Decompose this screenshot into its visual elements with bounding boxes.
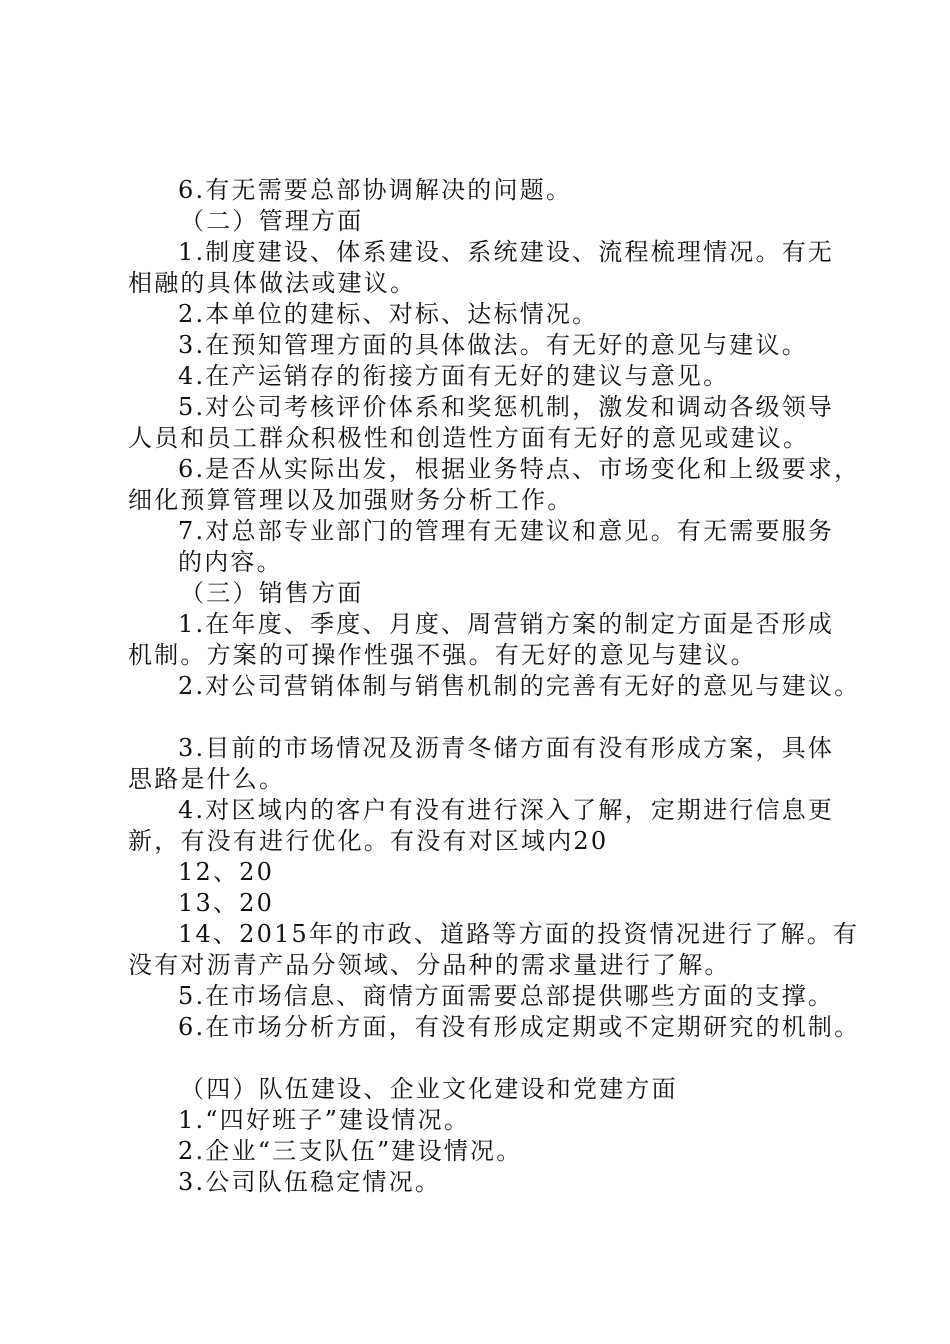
team-item-2: 2.企业“三支队伍”建设情况。 xyxy=(178,1137,523,1165)
sales-item-4-line-1: 4.对区域内的客户有没有进行深入了解，定期进行信息更 xyxy=(178,796,835,824)
sales-item-2-line-1: 2.对公司营销体制与销售机制的完善有无好的意见与建议。 xyxy=(178,672,861,700)
sales-item-4-line-3: 12、20 xyxy=(178,858,275,886)
sales-item-4-line-2: 新，有没有进行优化。有没有对区域内20 xyxy=(128,827,609,855)
item-3-line-1: 3.在预知管理方面的具体做法。有无好的意见与建议。 xyxy=(178,331,808,359)
item-7-line-1: 7.对总部专业部门的管理有无建议和意见。有无需要服务 xyxy=(178,517,835,545)
sales-item-4-line-4: 13、20 xyxy=(178,889,275,917)
item-6-line-1: 6.是否从实际出发，根据业务特点、市场变化和上级要求， xyxy=(178,455,861,483)
section-heading-management: （二）管理方面 xyxy=(180,207,364,235)
sales-item-3-line-2: 思路是什么。 xyxy=(128,765,286,793)
section-heading-sales: （三）销售方面 xyxy=(180,579,364,607)
item-1-line-2: 相融的具体做法或建议。 xyxy=(128,269,417,297)
sales-item-4-line-5: 14、2015年的市政、道路等方面的投资情况进行了解。有 xyxy=(178,920,860,948)
item-7-line-2: 的内容。 xyxy=(178,548,283,576)
item-2-line-1: 2.本单位的建标、对标、达标情况。 xyxy=(178,300,599,328)
item-6-coordination: 6.有无需要总部协调解决的问题。 xyxy=(178,176,573,204)
item-1-line-1: 1.制度建设、体系建设、系统建设、流程梳理情况。有无 xyxy=(178,238,835,266)
sales-item-1-line-2: 机制。方案的可操作性强不强。有无好的意见与建议。 xyxy=(128,641,757,669)
item-4-line-1: 4.在产运销存的衔接方面有无好的建议与意见。 xyxy=(178,362,730,390)
sales-item-6-line-1: 6.在市场分析方面，有没有形成定期或不定期研究的机制。 xyxy=(178,1013,861,1041)
section-heading-team: （四）队伍建设、企业文化建设和党建方面 xyxy=(180,1075,678,1103)
team-item-1: 1.“四好班子”建设情况。 xyxy=(178,1106,471,1134)
sales-item-3-line-1: 3.目前的市场情况及沥青冬储方面有没有形成方案，具体 xyxy=(178,734,835,762)
team-item-3: 3.公司队伍稳定情况。 xyxy=(178,1168,442,1196)
item-5-line-1: 5.对公司考核评价体系和奖惩机制，激发和调动各级领导 xyxy=(178,393,835,421)
item-6-line-2: 细化预算管理以及加强财务分析工作。 xyxy=(128,486,574,514)
item-5-line-2: 人员和员工群众积极性和创造性方面有无好的意见或建议。 xyxy=(128,424,810,452)
sales-item-1-line-1: 1.在年度、季度、月度、周营销方案的制定方面是否形成 xyxy=(178,610,835,638)
sales-item-4-line-6: 没有对沥青产品分领域、分品种的需求量进行了解。 xyxy=(128,951,731,979)
sales-item-5-line-1: 5.在市场信息、商情方面需要总部提供哪些方面的支撑。 xyxy=(178,982,835,1010)
